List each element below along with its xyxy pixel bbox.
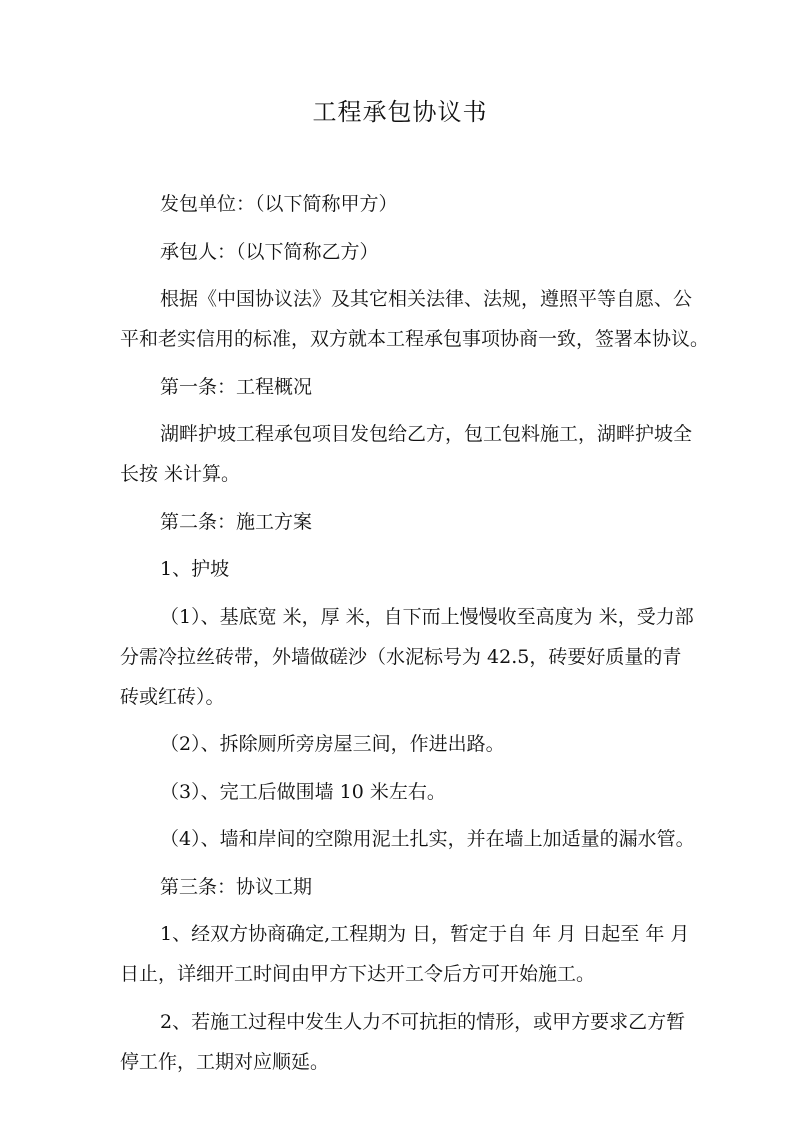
text-line: 根据《中国协议法》及其它相关法律、法规，遵照平等自愿、公 [160,288,693,310]
document-body [120,184,710,1089]
text-line: （2）、拆除厕所旁房屋三间，作进出路。 [160,733,505,755]
text-line: 停工作，工期对应顺延。 [120,1050,330,1073]
document-title: 工程承包协议书 [312,98,488,126]
item-schedule-1 [120,914,690,994]
heading-article-2 [120,502,686,542]
paragraph-legal-basis [120,279,710,359]
item-3-wall [120,772,686,812]
text-line: 砖或红砖）。 [120,685,225,708]
item-1-foundation [120,597,694,717]
paragraph-employer [120,184,686,224]
text-line: 日止，详细开工时间由甲方下达开工令后方可开始施工。 [120,963,596,985]
item-4-drainage [120,819,695,859]
text-line: 承包人：（以下简称乙方） [160,240,379,263]
text-line: 分需冷拉丝砖带，外墙做磋沙（水泥标号为 42.5，砖要好质量的青 [120,645,682,668]
text-line: （1）、基底宽 米，厚 米，自下而上慢慢收至高度为 米，受力部 [160,605,694,628]
text-line: （3）、完工后做围墙 10 米左右。 [160,780,446,803]
text-line: 第二条：施工方案 [160,510,313,533]
item-2-demolition [120,724,686,764]
text-line: 湖畔护坡工程承包项目发包给乙方，包工包料施工，湖畔护坡全 [160,423,693,445]
text-line: 第三条：协议工期 [160,875,313,898]
paragraph-project-overview [120,414,693,494]
text-line: 2、若施工过程中发生人力不可抗拒的情形，或甲方要求乙方暂 [160,1010,686,1033]
item-schedule-2 [120,1002,686,1082]
text-line: 长按 米计算。 [120,463,241,485]
text-line: 发包单位：（以下简称甲方） [160,193,398,215]
item-slope-protection [120,549,686,589]
heading-article-3 [120,867,686,907]
text-line: 1、护坡 [160,558,230,580]
text-line: 第一条：工程概况 [160,375,313,398]
text-line: （4）、墙和岸间的空隙用泥土扎实，并在墙上加适量的漏水管。 [160,828,695,850]
text-line: 1、经双方协商确定,工程期为 日，暂定于自 年 月 日起至 年 月 [160,923,690,945]
text-line: 平和老实信用的标准，双方就本工程承包事项协商一致，签署本协议。 [120,328,710,350]
paragraph-contractor [120,232,686,272]
heading-article-1 [120,367,686,407]
